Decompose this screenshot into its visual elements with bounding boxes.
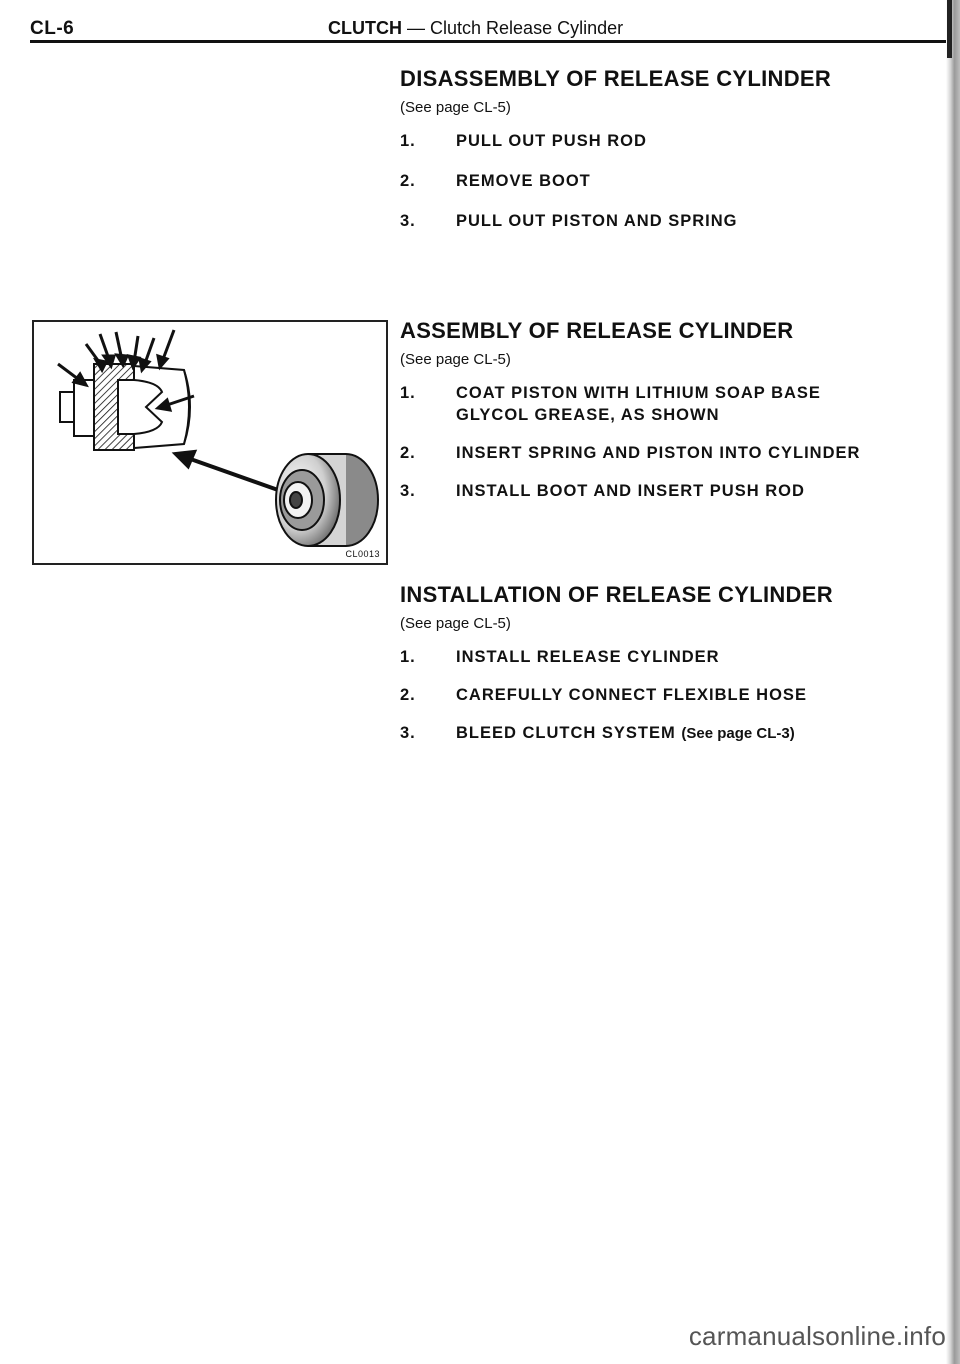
step-item <box>400 722 940 745</box>
step-item <box>400 442 940 464</box>
release-cylinder-figure <box>32 320 388 565</box>
step-text: PULL OUT PUSH ROD <box>456 132 647 150</box>
step-text: REMOVE BOOT <box>456 172 591 190</box>
pointer-arrow <box>176 452 278 490</box>
step-text: INSTALL BOOT AND INSERT PUSH ROD <box>456 482 805 500</box>
section-installation <box>400 582 940 745</box>
step-number: 1. <box>400 132 416 150</box>
step-number: 3. <box>400 724 416 742</box>
step-page-reference: (See page CL-3) <box>681 725 795 742</box>
step-item <box>400 130 940 152</box>
step-text: PULL OUT PISTON AND SPRING <box>456 212 738 230</box>
step-number: 3. <box>400 212 416 230</box>
step-item <box>400 684 940 706</box>
section-title: ASSEMBLY OF RELEASE CYLINDER <box>400 318 794 343</box>
step-item <box>400 480 940 502</box>
section-assembly <box>400 318 940 502</box>
step-text: BLEED CLUTCH SYSTEM <box>456 724 676 742</box>
step-number: 2. <box>400 444 416 462</box>
step-list <box>400 382 940 502</box>
step-list <box>400 130 940 232</box>
step-list <box>400 646 940 745</box>
step-number: 2. <box>400 172 416 190</box>
section-title: INSTALLATION OF RELEASE CYLINDER <box>400 582 833 607</box>
step-text: COAT PISTON WITH LITHIUM SOAP BASE <box>456 384 821 402</box>
step-item <box>400 170 940 192</box>
step-number: 1. <box>400 384 416 402</box>
section-title: DISASSEMBLY OF RELEASE CYLINDER <box>400 66 832 91</box>
chapter-name: CLUTCH <box>328 18 402 38</box>
section-disassembly <box>400 66 940 232</box>
watermark: carmanualsonline.info <box>688 1321 946 1351</box>
step-text-continued: GLYCOL GREASE, AS SHOWN <box>456 406 720 424</box>
page-edge-mark <box>947 0 952 58</box>
header-rule <box>30 40 948 43</box>
page-edge-shadow <box>946 0 960 1364</box>
step-text: INSERT SPRING AND PISTON INTO CYLINDER <box>456 444 861 462</box>
page-reference: (See page CL-5) <box>400 615 511 632</box>
page-reference: (See page CL-5) <box>400 351 511 368</box>
step-number: 2. <box>400 686 416 704</box>
step-number: 3. <box>400 482 416 500</box>
step-item <box>400 210 940 232</box>
step-text: INSTALL RELEASE CYLINDER <box>456 648 720 666</box>
piston-assembly <box>276 454 378 546</box>
page-header <box>0 0 960 44</box>
figure-code: CL0013 <box>345 549 380 559</box>
step-item <box>400 646 940 668</box>
step-number: 1. <box>400 648 416 666</box>
section-subtitle: Clutch Release Cylinder <box>430 18 624 38</box>
title-separator: — <box>402 18 431 38</box>
piston-grease-illustration <box>34 322 386 563</box>
page-code: CL-6 <box>30 18 75 39</box>
step-text: CAREFULLY CONNECT FLEXIBLE HOSE <box>456 686 807 704</box>
page-title <box>328 18 623 39</box>
step-item <box>400 382 940 426</box>
page-reference: (See page CL-5) <box>400 99 511 116</box>
